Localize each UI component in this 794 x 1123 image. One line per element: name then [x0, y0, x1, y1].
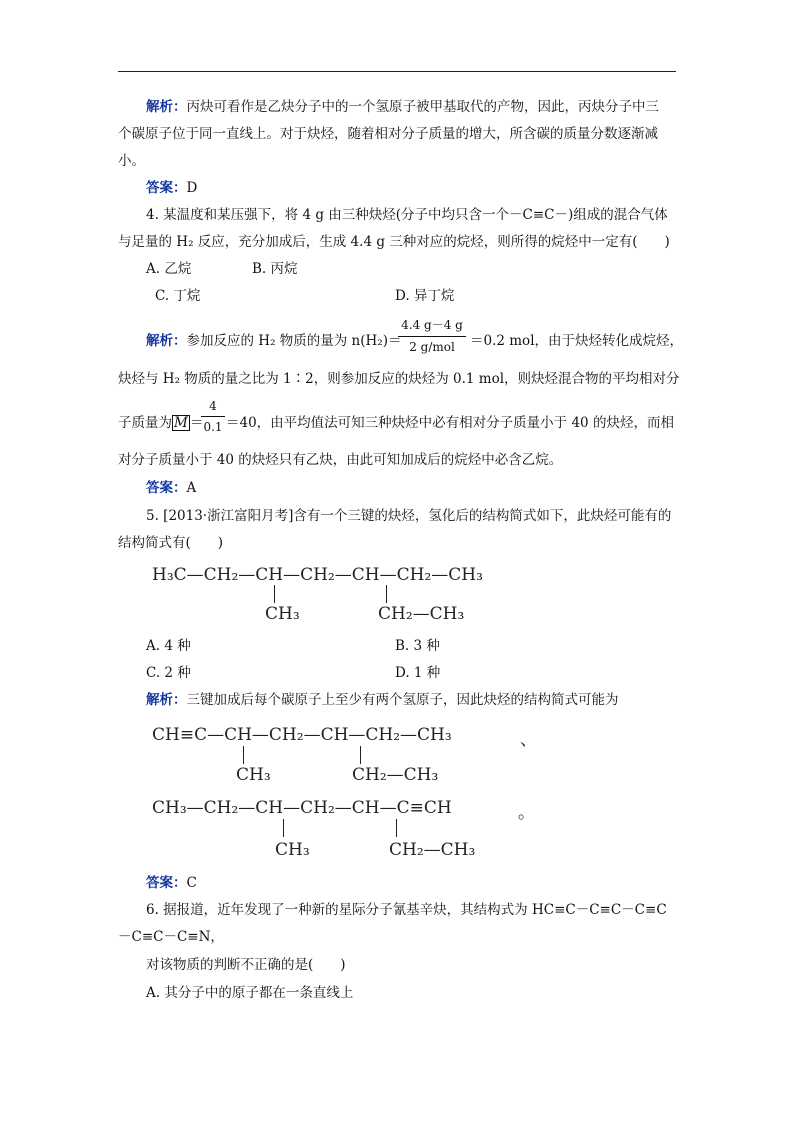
structural-formula-main-chain: CH₃—CH₂—CH—CH₂—CH—C≡CH	[152, 798, 452, 818]
answer-value: A	[186, 480, 197, 496]
equals-sign: ＝	[189, 415, 204, 431]
branch-bond	[243, 746, 244, 764]
explanation-line	[146, 98, 659, 116]
structural-formula-main-chain: CH≡C—CH—CH₂—CH—CH₂—CH₃	[152, 725, 452, 745]
branch-bond	[360, 746, 361, 764]
branch-ethyl: CH₂—CH₃	[389, 840, 476, 860]
option-a: A. 其分子中的原子都在一条直线上	[146, 985, 354, 1001]
branch-bond	[386, 585, 387, 603]
option-a: A. 4 种	[146, 638, 191, 654]
explanation-line: 对分子质量小于 40 的炔烃只有乙炔，由此可知加成后的烷烃中必含乙烷。	[118, 452, 563, 468]
answer-value: C	[186, 875, 197, 891]
explanation-label: 解析：	[146, 99, 187, 115]
answer-line	[146, 479, 196, 497]
question-line: 6. 据报道，近年发现了一种新的星际分子氰基辛炔，其结构式为 HC≡C－C≡C－C≡C	[146, 902, 667, 918]
explanation-line: 个碳原子位于同一直线上。对于炔烃，随着相对分子质量的增大，所含碳的质量分数逐渐减	[118, 126, 658, 142]
question-line: －C≡C－C≡N，	[118, 929, 224, 945]
mean-molar-mass-symbol: M	[174, 415, 188, 431]
explanation-line	[146, 332, 401, 350]
answer-line	[146, 874, 197, 892]
option-c: C. 2 种	[146, 665, 191, 681]
explanation-text: 三键加成后每个碳原子上至少有两个氢原子，因此炔烃的结构简式可能为	[186, 692, 619, 708]
branch-ethyl: CH₂—CH₃	[378, 604, 465, 624]
answer-value: D	[186, 180, 198, 196]
question-line: 与足量的 H₂ 反应，充分加成后，生成 4.4 g 三种对应的烷烃，则所得的烷烃中一定有( )	[118, 234, 670, 250]
explanation-line	[118, 414, 203, 432]
header-rule	[118, 71, 676, 72]
period: 。	[518, 803, 535, 823]
question-line: 对该物质的判断不正确的是( )	[146, 957, 346, 973]
answer-label: 答案：	[146, 180, 187, 196]
branch-bond	[396, 819, 397, 837]
answer-line	[146, 179, 197, 197]
option-b: B. 丙烷	[252, 261, 298, 277]
question-line: 4. 某温度和某压强下，将 4 g 由三种炔烃(分子中均只含一个－C≡C－)组成的混合气体	[146, 207, 668, 223]
fraction	[398, 316, 466, 354]
fraction-numerator: 4	[209, 399, 217, 413]
structural-formula-main-chain: H₃C—CH₂—CH—CH₂—CH—CH₂—CH₃	[152, 565, 483, 585]
option-c: C. 丁烷	[155, 288, 201, 304]
explanation-text: ＝40，由平均值法可知三种炔烃中必有相对分子质量小于 40 的炔烃，而相	[226, 415, 674, 431]
fraction-bar	[201, 416, 225, 417]
fraction	[201, 399, 225, 434]
branch-ethyl: CH₂—CH₃	[352, 765, 439, 785]
fraction-denominator: 2 g/mol	[409, 340, 455, 354]
explanation-text: ＝0.2 mol，由于炔烃转化成烷烃，	[470, 333, 684, 349]
fraction-bar	[398, 336, 466, 337]
explanation-label: 解析：	[146, 692, 187, 708]
question-line: 结构简式有( )	[118, 535, 224, 551]
branch-bond	[283, 819, 284, 837]
question-line: 5. [2013·浙江富阳月考]含有一个三键的炔烃，氢化后的结构简式如下，此炔烃可能有的	[146, 508, 672, 524]
explanation-text: 丙炔可看作是乙炔分子中的一个氢原子被甲基取代的产物，因此，丙炔分子中三	[186, 99, 659, 115]
option-a: A. 乙烷	[146, 261, 192, 277]
fraction-denominator: 0.1	[203, 420, 223, 434]
option-d: D. 1 种	[395, 665, 441, 681]
branch-bond	[274, 585, 275, 603]
explanation-text: 参加反应的 H₂ 物质的量为 n(H₂)＝	[186, 333, 402, 349]
option-d: D. 异丁烷	[395, 288, 455, 304]
explanation-text: 子质量为	[118, 415, 172, 431]
separator: 、	[520, 730, 537, 750]
branch-methyl: CH₃	[275, 840, 310, 860]
explanation-line: 小。	[118, 153, 145, 169]
explanation-line: 炔烃与 H₂ 物质的量之比为 1∶2，则参加反应的炔烃为 0.1 mol，则炔烃混合物的平均相对分	[118, 371, 680, 387]
answer-label: 答案：	[146, 480, 187, 496]
explanation-label: 解析：	[146, 333, 187, 349]
answer-label: 答案：	[146, 875, 187, 891]
branch-methyl: CH₃	[265, 604, 300, 624]
explanation-line	[146, 691, 619, 709]
option-b: B. 3 种	[395, 638, 440, 654]
branch-methyl: CH₃	[236, 765, 271, 785]
fraction-numerator: 4.4 g－4 g	[401, 318, 463, 332]
